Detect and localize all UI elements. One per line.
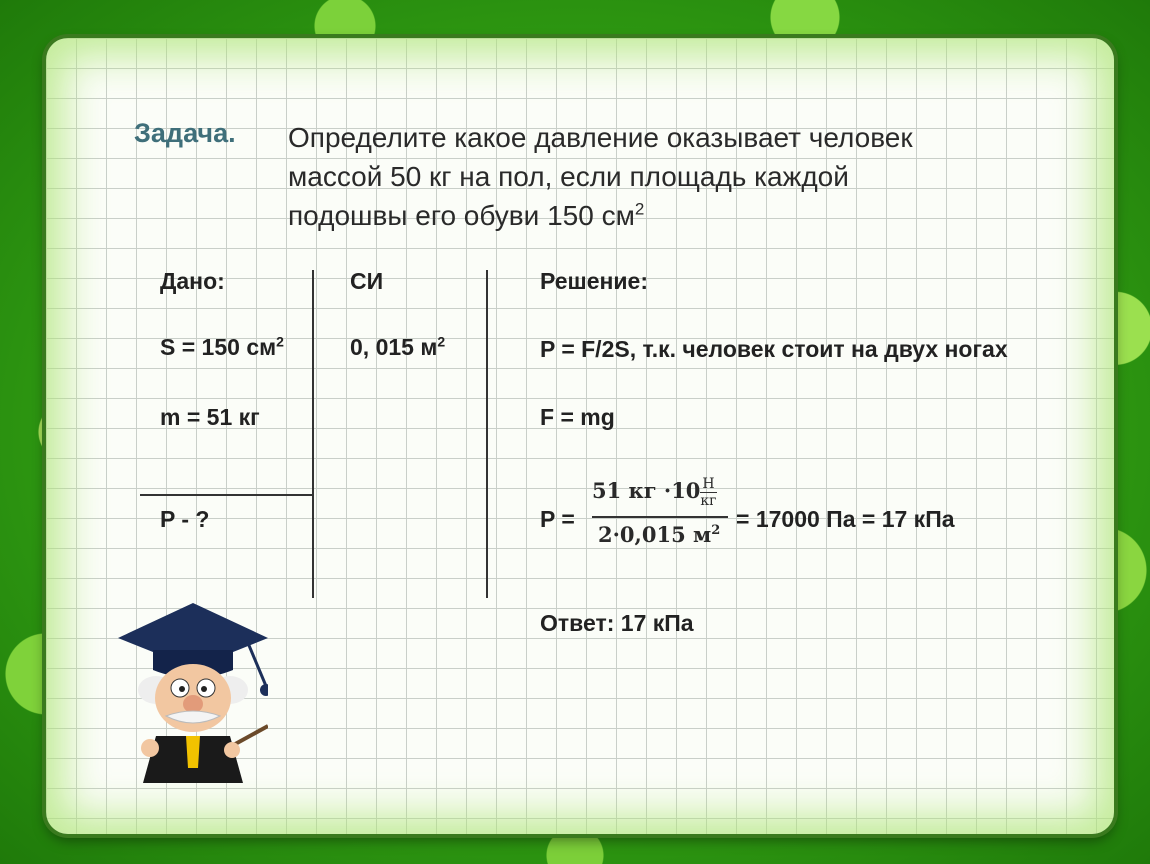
- given-area: S = 150 $см^2$: [160, 333, 284, 360]
- given-header: Дано:: [160, 268, 225, 294]
- formula-pressure: P = F/2S, т.к. человек стоит на двух ногах: [540, 336, 1008, 362]
- divider-find: [140, 494, 314, 496]
- result: = 17000 Па = 17 кПа: [736, 506, 955, 532]
- fraction-bar: [592, 516, 728, 518]
- solution-header: Решение:: [540, 268, 649, 294]
- divider-si-solution: [486, 270, 488, 598]
- formula-force: F = mg: [540, 404, 615, 430]
- unit-fraction: Н кг: [700, 476, 717, 509]
- answer: Ответ: 17 кПа: [540, 610, 694, 636]
- grid-board: [46, 38, 1114, 834]
- task-line-3-sup: 2: [634, 199, 645, 219]
- si-header: СИ: [350, 268, 384, 294]
- task-line-3: подошвы его обуви 150 $см^2$: [288, 199, 645, 231]
- task-label: Задача.: [134, 118, 236, 148]
- professor-clipart: [98, 598, 268, 788]
- p-label: P =: [540, 506, 575, 532]
- si-area: 0, 015 $м^2$: [350, 333, 446, 360]
- given-mass: m = 51 кг: [160, 404, 260, 430]
- find-pressure: P - ?: [160, 506, 210, 532]
- fraction-numerator: 51 кг ·10 Н кг: [592, 476, 717, 509]
- fraction-denominator: 2·0,015 $м^2$: [598, 522, 721, 547]
- task-line-1: Определите какое давление оказывает человек: [288, 122, 913, 153]
- divider-given-si: [312, 270, 314, 598]
- task-line-2: массой 50 кг на пол, если площадь каждой: [288, 161, 849, 192]
- task-text: [288, 118, 913, 235]
